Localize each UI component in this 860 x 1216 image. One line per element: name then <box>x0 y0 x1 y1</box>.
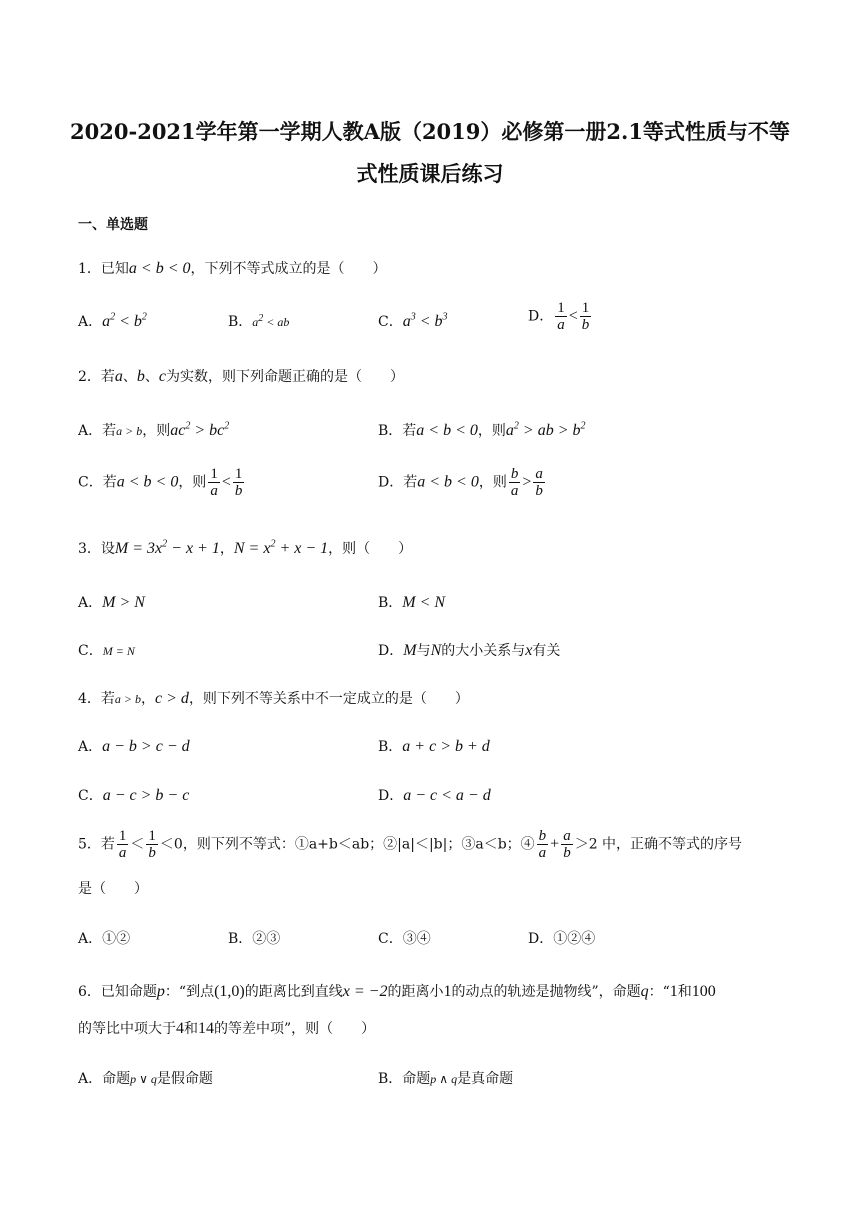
q1-option-b: B．$a^2$ < ab <box>228 313 290 330</box>
q2-option-d: D．若a < b < 0，则 $\frac{b}{a}$ > $\frac{a}{b}$ <box>378 466 543 499</box>
question-4-stem: 4．若a > b，c > d，则下列不等关系中不一定成立的是（ ） <box>78 690 469 707</box>
q3-option-a: A．M > N <box>78 594 145 611</box>
q4-option-a: A．a − b > c − d <box>78 738 190 755</box>
question-1-stem: 1．已知a < b < 0，下列不等式成立的是（ ） <box>78 260 387 277</box>
question-6-stem: 6．已知命题p：“到点(1,0)的距离比到直线x = −2的距离小1的动点的轨迹是抛物线”，命题q：“1和100 <box>78 983 716 1000</box>
q6-option-b: B．命题p ∧ q是真命题 <box>378 1071 514 1087</box>
q1-option-d: D． $\frac{1}{a}$ < $\frac{1}{b}$ <box>528 300 590 333</box>
question-6-stem-cont: 的等比中项大于4和14的等差中项”，则（ ） <box>78 1020 376 1037</box>
q3-option-d: D．M与N的大小关系与x有关 <box>378 642 561 659</box>
doc-title-line1: 2020-2021学年第一学期人教A版（2019）必修第一册2.1等式性质与不等 <box>70 119 790 144</box>
q3-option-c: C．M = N <box>78 643 135 659</box>
question-2-stem: 2．若a、b、c为实数，则下列命题正确的是（ ） <box>78 368 405 385</box>
q3-option-b: B．M < N <box>378 594 446 611</box>
question-3-stem: 3．设$M = 3x^2 - x + 1$，$N = x^2 + x - 1$，则（ ） <box>78 538 413 557</box>
q1-option-c: C．$a^3 < b^3$ <box>378 311 448 330</box>
q4-option-d: D．a − c < a − d <box>378 787 491 804</box>
question-5-stem: 5．若 $\frac{1}{a}$ ＜ $\frac{1}{b}$ ＜0，则下列不等式：①a+b＜ab；②|a|＜|b|；③a＜b；④ $\frac{b}{a}$ + $\frac{a}{b}$ ＞2 中，正确不等式的序号 <box>78 828 743 861</box>
q1-option-a: A．$a^2 < b^2$ <box>78 311 147 330</box>
q2-option-c: C．若a < b < 0，则 $\frac{1}{a}$ < $\frac{1}{b}$ <box>78 466 243 499</box>
q6-option-a: A．命题p ∨ q是假命题 <box>78 1071 213 1087</box>
question-5-stem-cont: 是（ ） <box>78 881 148 897</box>
q5-option-d: D．①②④ <box>528 931 596 947</box>
q5-option-c: C．③④ <box>378 931 431 947</box>
q4-option-b: B．a + c > b + d <box>378 738 490 755</box>
q2-option-b: B．若a < b < 0，则$a^2$ > ab > $b^2$ <box>378 420 586 439</box>
doc-title-line2: 式性质课后练习 <box>356 161 504 186</box>
q5-option-b: B．②③ <box>228 931 281 947</box>
q4-option-c: C．a − c > b − c <box>78 787 190 804</box>
q5-option-a: A．①② <box>78 931 131 947</box>
q2-option-a: A．若a > b，则$ac^2 > bc^2$ <box>78 420 230 439</box>
section-heading: 一、单选题 <box>78 217 148 233</box>
